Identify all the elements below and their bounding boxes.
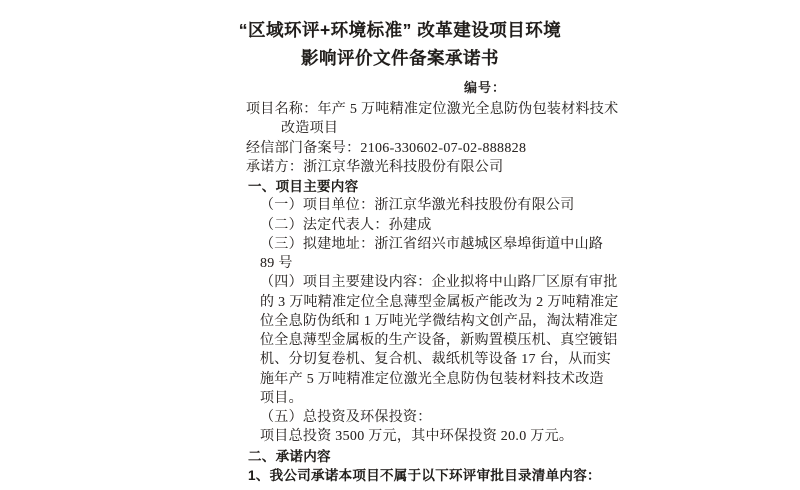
document-body xyxy=(246,100,619,485)
item-5-investment-heading: （五）总投资及环保投资： xyxy=(260,410,432,425)
item-4-construction-content: （四）项目主要建设内容：企业拟将中山路厂区原有审批 xyxy=(260,275,618,291)
item-4-content-cont-5: 施年产 5 万吨精准定位激光全息防伪包装材料技术改造 xyxy=(260,371,604,387)
item-4-content-cont-3: 位全息薄型金属板的生产设备，新购置模压机、真空镀铝 xyxy=(260,333,618,348)
document-title-line1: “区域环评+环境标准” 改革建设项目环境 xyxy=(238,20,562,40)
field-project-name: 项目名称：年产 5 万吨精准定位激光全息防伪包装材料技术 xyxy=(246,102,619,117)
item-3-address-cont: 89 号 xyxy=(260,256,293,271)
document-title-line2: 影响评价文件备案承诺书 xyxy=(301,48,499,68)
document-title xyxy=(214,16,586,72)
item-4-content-cont-1: 的 3 万吨精准定位全息薄型金属板产能改为 2 万吨精准定 xyxy=(260,294,619,310)
item-4-content-cont-4: 机、分切复卷机、复合机、裁纸机等设备 17 台，从而实 xyxy=(260,352,612,368)
field-record-number: 经信部门备案号：2106-330602-07-02-888828 xyxy=(246,140,527,156)
item-3-proposed-address: （三）拟建地址：浙江省绍兴市越城区皋埠街道中山路 xyxy=(260,236,604,252)
item-4-content-cont-6: 项目。 xyxy=(260,390,303,406)
field-project-name-cont: 改造项目 xyxy=(281,121,339,137)
section-2-heading: 二、承诺内容 xyxy=(248,448,331,464)
field-committer: 承诺方：浙江京华激光科技股份有限公司 xyxy=(246,159,504,175)
serial-number-label: 编号： xyxy=(464,80,507,95)
commitment-clause-1: 1、我公司承诺本项目不属于以下环评审批目录清单内容： xyxy=(248,467,601,483)
item-1-project-unit: （一）项目单位：浙江京华激光科技股份有限公司 xyxy=(260,198,575,214)
item-5-investment-detail: 项目总投资 3500 万元，其中环保投资 20.0 万元。 xyxy=(260,429,574,445)
item-2-legal-representative: （二）法定代表人：孙建成 xyxy=(260,217,432,233)
item-4-content-cont-2: 位全息防伪纸和 1 万吨光学微结构文创产品，淘汰精准定 xyxy=(260,313,619,329)
section-1-heading: 一、项目主要内容 xyxy=(248,179,359,194)
